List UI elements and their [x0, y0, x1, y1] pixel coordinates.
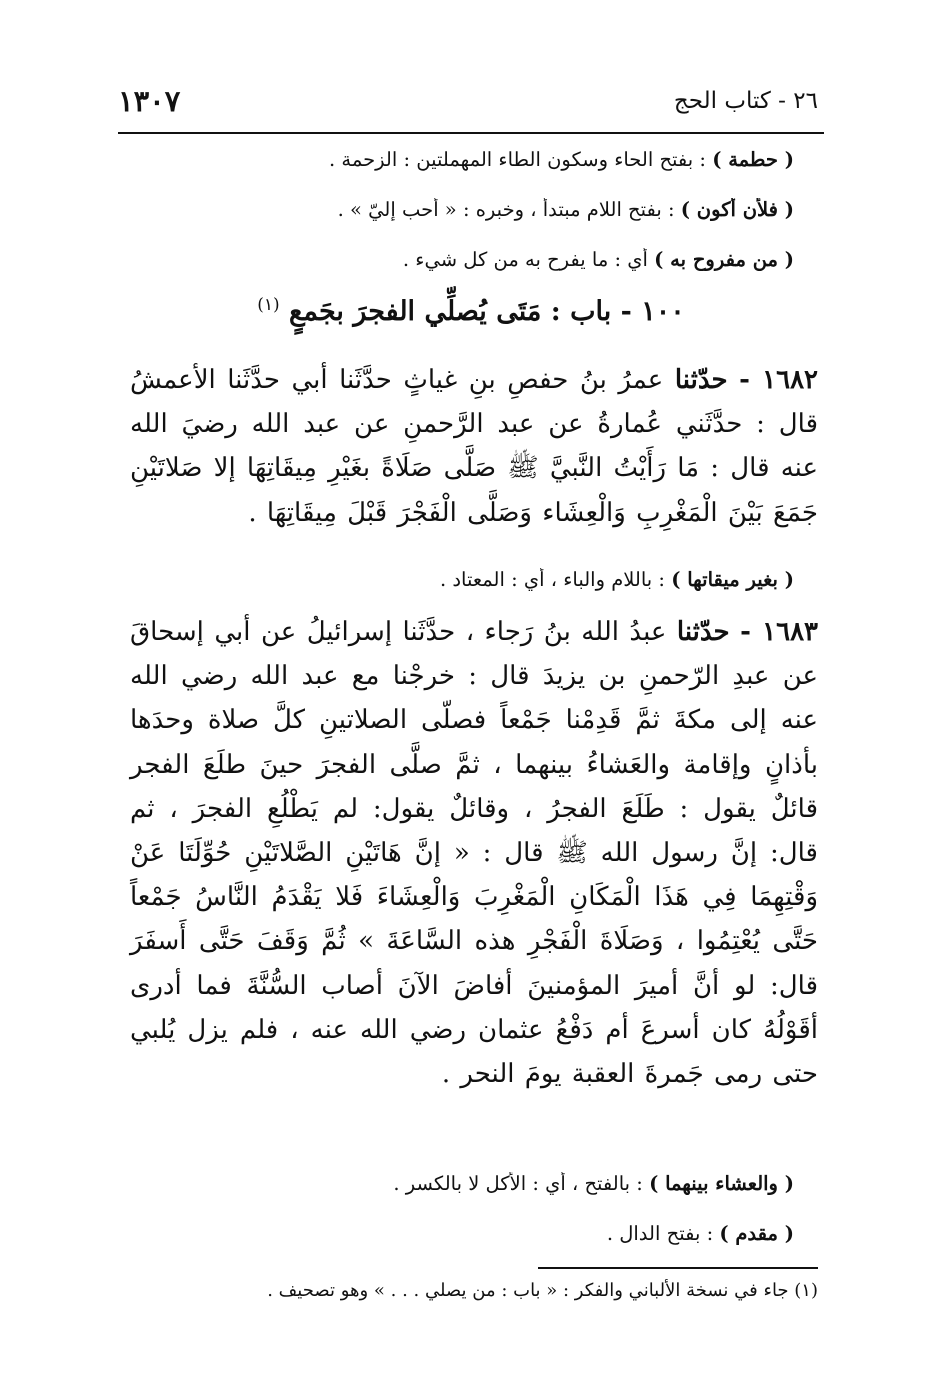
hadith-number: ١٦٨٢ -: [739, 365, 819, 395]
gloss-note: [130, 1172, 794, 1195]
gloss-term: ( مقدم ): [719, 1222, 794, 1245]
gloss-note: [130, 568, 794, 591]
gloss-term: ( والعشاء بينهما ): [649, 1172, 794, 1195]
footnote-divider: [538, 1267, 818, 1269]
gloss-term: ( فلأن أكون ): [680, 198, 794, 221]
gloss-term: ( بغير ميقاتها ): [671, 568, 794, 591]
footnote-marker: (١): [257, 295, 280, 315]
hadith-text: عمرُ بنُ حفصِ بنِ غياثٍ حدَّثَنا أبي حدَّثَنا الأعمشُ قال : حدَّثَني عُمارةُ عن عبد الرَّحمنِ عن عبد الله رضيَ الله عنه قال : مَا رَأَيْتُ النَّبيَّ ﷺ صَلَّى صَلَاةً بغَيْرِ مِيقَاتِهَا إلا صَلاتَيْنِ جَمَعَ بَيْنَ الْمَغْرِبِ وَالْعِشَاء وَصَلَّى الْفَجْرَ قَبْلَ مِيقَاتِهَا .: [130, 365, 818, 528]
gloss-note: [130, 148, 794, 171]
hadith-opening: حدّثنا: [676, 617, 730, 647]
footnote: (١) جاء في نسخة الألباني والفكر : « باب : من يصلي . . . » وهو تصحيف .: [267, 1280, 818, 1301]
page-number: ١٣٠٧: [118, 84, 181, 118]
gloss-text: : بفتح اللام مبتدأ ، وخبره : « أحب إليّ » .: [337, 198, 681, 221]
page-header: [118, 84, 818, 124]
running-title: ٢٦ - كتاب الحج: [673, 88, 818, 114]
gloss-text: : بفتح الدال .: [606, 1222, 720, 1245]
gloss-note: [130, 1222, 794, 1245]
hadith-1683: [130, 610, 818, 1096]
gloss-text: : بالفتح ، أي : الأكل لا بالكسر .: [393, 1172, 650, 1195]
chapter-title: ١٠٠ - باب : مَتَى يُصلِّي الفجرَ بجَمعٍ: [289, 296, 685, 327]
gloss-note: [130, 198, 794, 221]
gloss-text: : بفتح الحاء وسكون الطاء المهملتين : الزحمة .: [328, 148, 713, 171]
hadith-text: عبدُ الله بنُ رَجاء ، حدَّثَنا إسرائيلُ عن أبي إسحاقَ عن عبدِ الرّحمنِ بن يزيدَ قال : خرجْنا مع عبد الله رضي الله عنه إلى مكةَ ثمَّ قَدِمْنا جَمْعاً فصلّى الصلاتينِ كلَّ صلاة وحدَها بأذانٍ وإقامة والعَشاءُ بينهما ، ثمَّ صلَّى الفجرَ حينَ طلَعَ الفجر قائلٌ يقول : طَلَعَ الفجرُ ، وقائلٌ يقول: لم يَطْلُعِ الفجرَ ، ثم قال: إنَّ رسول الله ﷺ قال : « إنَّ هَاتَيْنِ الصَّلاتَيْنِ حُوِّلَتَا عَنْ وَقْتِهِمَا فِي هَذَا الْمَكَانِ الْمَغْرِبَ وَالْعِشَاءَ فَلا يَقْدَمُ النَّاسُ جَمْعاً حَتَّى يُعْتِمُوا ، وَصَلَاةَ الْفَجْرِ هذه السَّاعَةَ » ثُمَّ وَقَفَ حَتَّى أَسفَرَ قال: لو أنَّ أميرَ المؤمنينَ أفاضَ الآنَ أصاب السُّنَّةَ فما أدرى أقَوْلُهُ كان أسرعَ أم دَفْعُ عثمان رضي الله عنه ، فلم يزل يُلبي حتى رمى جَمرةَ العقبة يومَ النحر .: [130, 617, 818, 1090]
chapter-heading: [130, 295, 812, 327]
hadith-1682: [130, 358, 818, 535]
gloss-term: ( حطمة ): [712, 148, 794, 171]
gloss-text: أي : ما يفرح به من كل شيء .: [402, 248, 655, 271]
gloss-text: : باللام والباء ، أي : المعتاد .: [439, 568, 672, 591]
gloss-term: ( من مفروح به ): [654, 248, 794, 271]
hadith-number: ١٦٨٣ -: [740, 617, 819, 647]
gloss-note: [130, 248, 794, 271]
hadith-opening: حدّثنا: [674, 365, 728, 395]
header-divider: [118, 132, 824, 134]
